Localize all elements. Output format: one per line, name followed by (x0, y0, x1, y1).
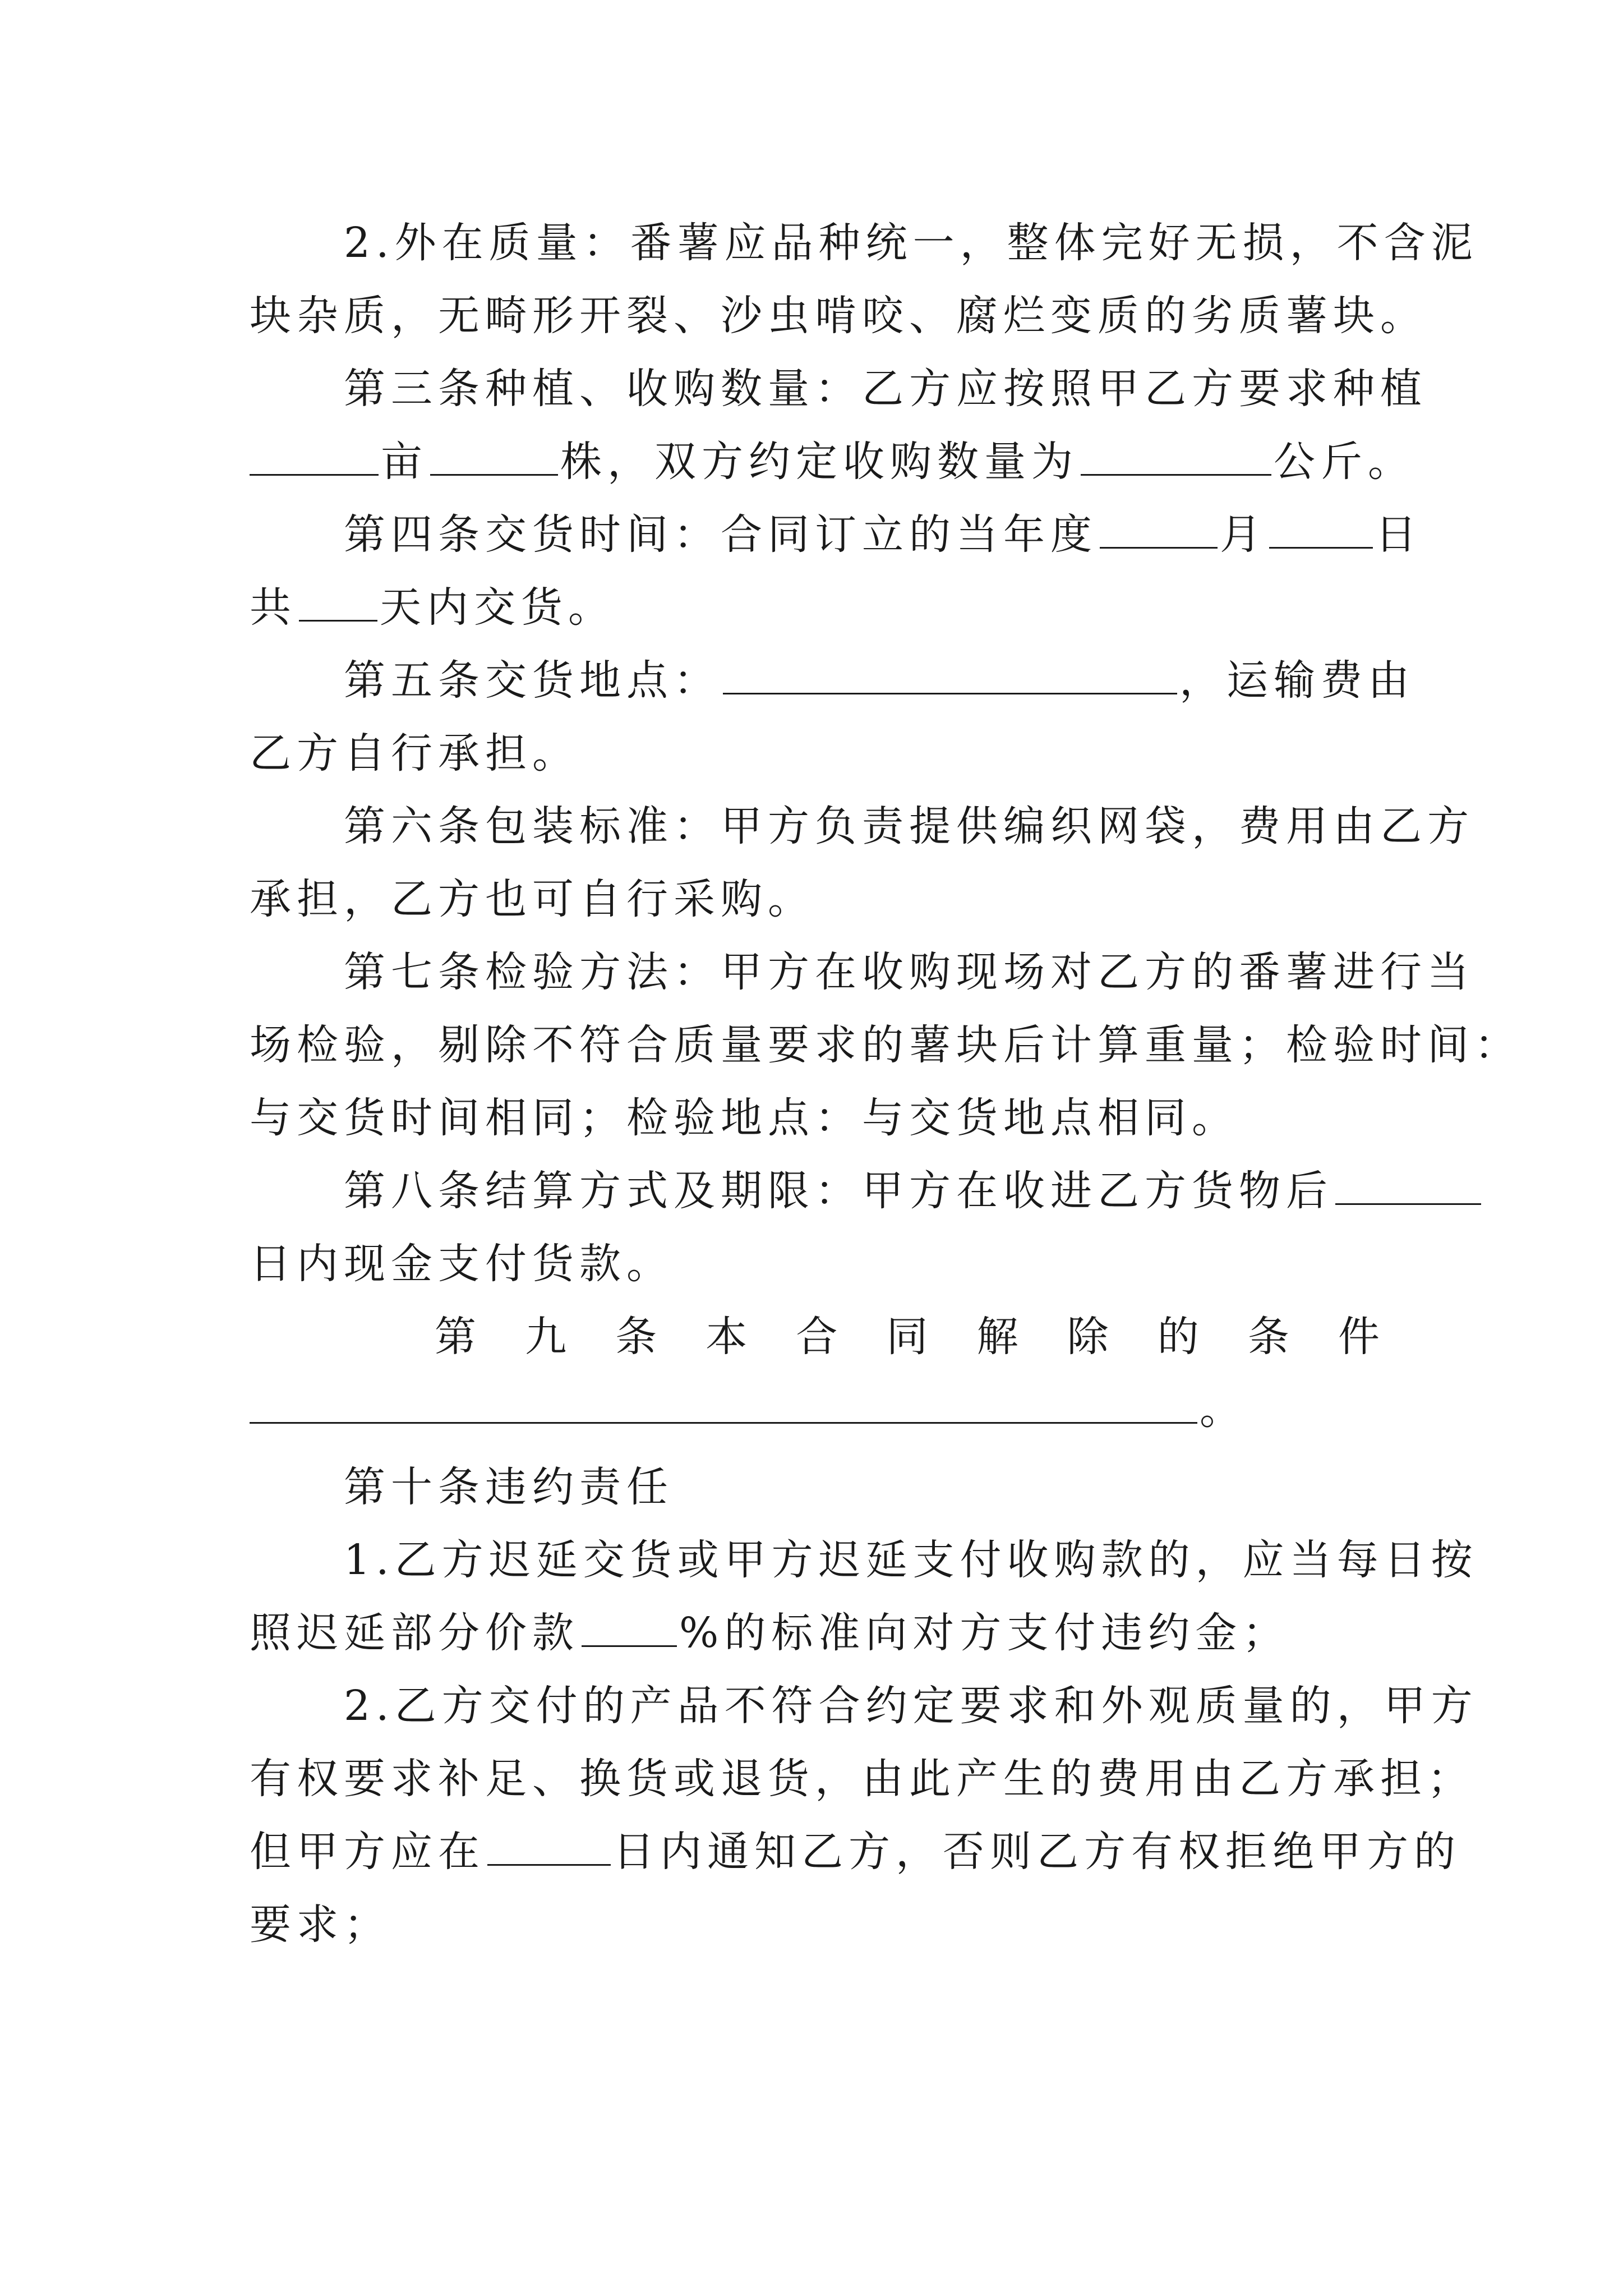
text-fragment: 第五条交货地点： (344, 656, 721, 705)
text-line (250, 498, 1422, 571)
text-char: 件 (1338, 1313, 1385, 1361)
text-fragment: 第八条结算方式及期限：甲方在收进乙方货物后 (344, 1167, 1333, 1215)
text-fragment: 第四条交货时间：合同订立的当年度 (344, 510, 1098, 559)
paragraph-article-3 (250, 352, 1427, 498)
text-line (250, 1373, 1385, 1446)
paragraph-liability-2 (250, 1669, 1478, 1961)
document-page (250, 206, 1521, 1961)
text-line: 乙方自行承担。 (250, 729, 579, 777)
blank-field (582, 1611, 677, 1647)
paragraph-article-5 (250, 644, 1415, 790)
text-char: 条 (615, 1313, 663, 1361)
text-fragment: 月 (1220, 510, 1267, 559)
text-fragment: ，运输费由 (1179, 656, 1415, 705)
paragraph-article-7 (250, 936, 1521, 1154)
paragraph-article-9 (250, 1300, 1385, 1446)
blank-field (1335, 1168, 1481, 1205)
text-line (250, 644, 1415, 717)
paragraph-article-4 (250, 498, 1422, 644)
text-char: 解 (976, 1313, 1024, 1361)
text-fragment: 但甲方应在 (250, 1828, 485, 1876)
text-char: 同 (886, 1313, 934, 1361)
text-fragment: 公斤。 (1274, 438, 1415, 486)
text-fragment: 日 (1375, 510, 1422, 559)
text-fragment: 。 (1200, 1386, 1247, 1434)
text-fragment: 照迟延部分价款 (250, 1609, 579, 1657)
text-line: 2.乙方交付的产品不符合约定要求和外观质量的，甲方 (344, 1682, 1478, 1730)
text-line: 块杂质，无畸形开裂、沙虫啃咬、腐烂变质的劣质薯块。 (250, 292, 1427, 340)
text-line: 要求； (250, 1901, 391, 1949)
text-char: 本 (706, 1313, 753, 1361)
text-line (250, 1596, 1385, 1669)
text-line: 承担，乙方也可自行采购。 (250, 875, 815, 923)
text-line: 2.外在质量：番薯应品种统一，整体完好无损，不含泥 (344, 219, 1478, 267)
text-line: 场检验，剔除不符合质量要求的薯块后计算重量；检验时间： (250, 1021, 1521, 1069)
text-line: 有权要求补足、换货或退货，由此产生的费用由乙方承担； (250, 1755, 1474, 1803)
text-char: 合 (796, 1313, 843, 1361)
text-line (250, 1815, 1461, 1888)
text-line: 与交货时间相同；检验地点：与交货地点相同。 (250, 1094, 1239, 1142)
text-fragment: 亩 (381, 438, 428, 486)
text-line: 第六条包装标准：甲方负责提供编织网袋，费用由乙方 (344, 802, 1474, 850)
paragraph-liability-1 (250, 1524, 1478, 1669)
blank-field (250, 439, 379, 476)
text-fragment: 共 (250, 583, 297, 632)
text-line: 第三条种植、收购数量：乙方应按照甲乙方要求种植 (344, 365, 1427, 413)
text-line: 第七条检验方法：甲方在收购现场对乙方的番薯进行当 (344, 948, 1474, 996)
text-line: 1.乙方迟延交货或甲方迟延支付收购款的，应当每日按 (344, 1536, 1478, 1584)
blank-field (430, 439, 558, 476)
text-char: 条 (1247, 1313, 1295, 1361)
text-line (250, 1154, 1385, 1227)
text-fragment: 天内交货。 (380, 583, 615, 632)
blank-field (723, 658, 1177, 694)
text-fragment: 日内通知乙方，否则乙方有权拒绝甲方的 (613, 1828, 1461, 1876)
paragraph-article-6 (250, 790, 1474, 936)
text-fragment: %的标准向对方支付违约金； (679, 1609, 1290, 1657)
text-char: 除 (1067, 1313, 1114, 1361)
text-line (250, 571, 1385, 644)
blank-field (1100, 512, 1218, 549)
blank-field (250, 1387, 1197, 1424)
paragraph-article-10-heading (250, 1451, 1385, 1524)
text-line: 日内现金支付货款。 (250, 1240, 674, 1288)
text-line: 第十条违约责任 (344, 1463, 674, 1511)
blank-field (299, 585, 377, 622)
blank-field (487, 1829, 611, 1866)
paragraph-quality (250, 206, 1478, 352)
text-char: 第 (435, 1313, 482, 1361)
text-char: 九 (525, 1313, 573, 1361)
paragraph-article-8 (250, 1154, 1385, 1300)
text-line (250, 425, 1415, 498)
blank-field (1081, 439, 1271, 476)
blank-field (1269, 512, 1373, 549)
text-char: 的 (1157, 1313, 1205, 1361)
text-line (250, 1300, 1385, 1373)
text-fragment: 株，双方约定收购数量为 (560, 438, 1078, 486)
